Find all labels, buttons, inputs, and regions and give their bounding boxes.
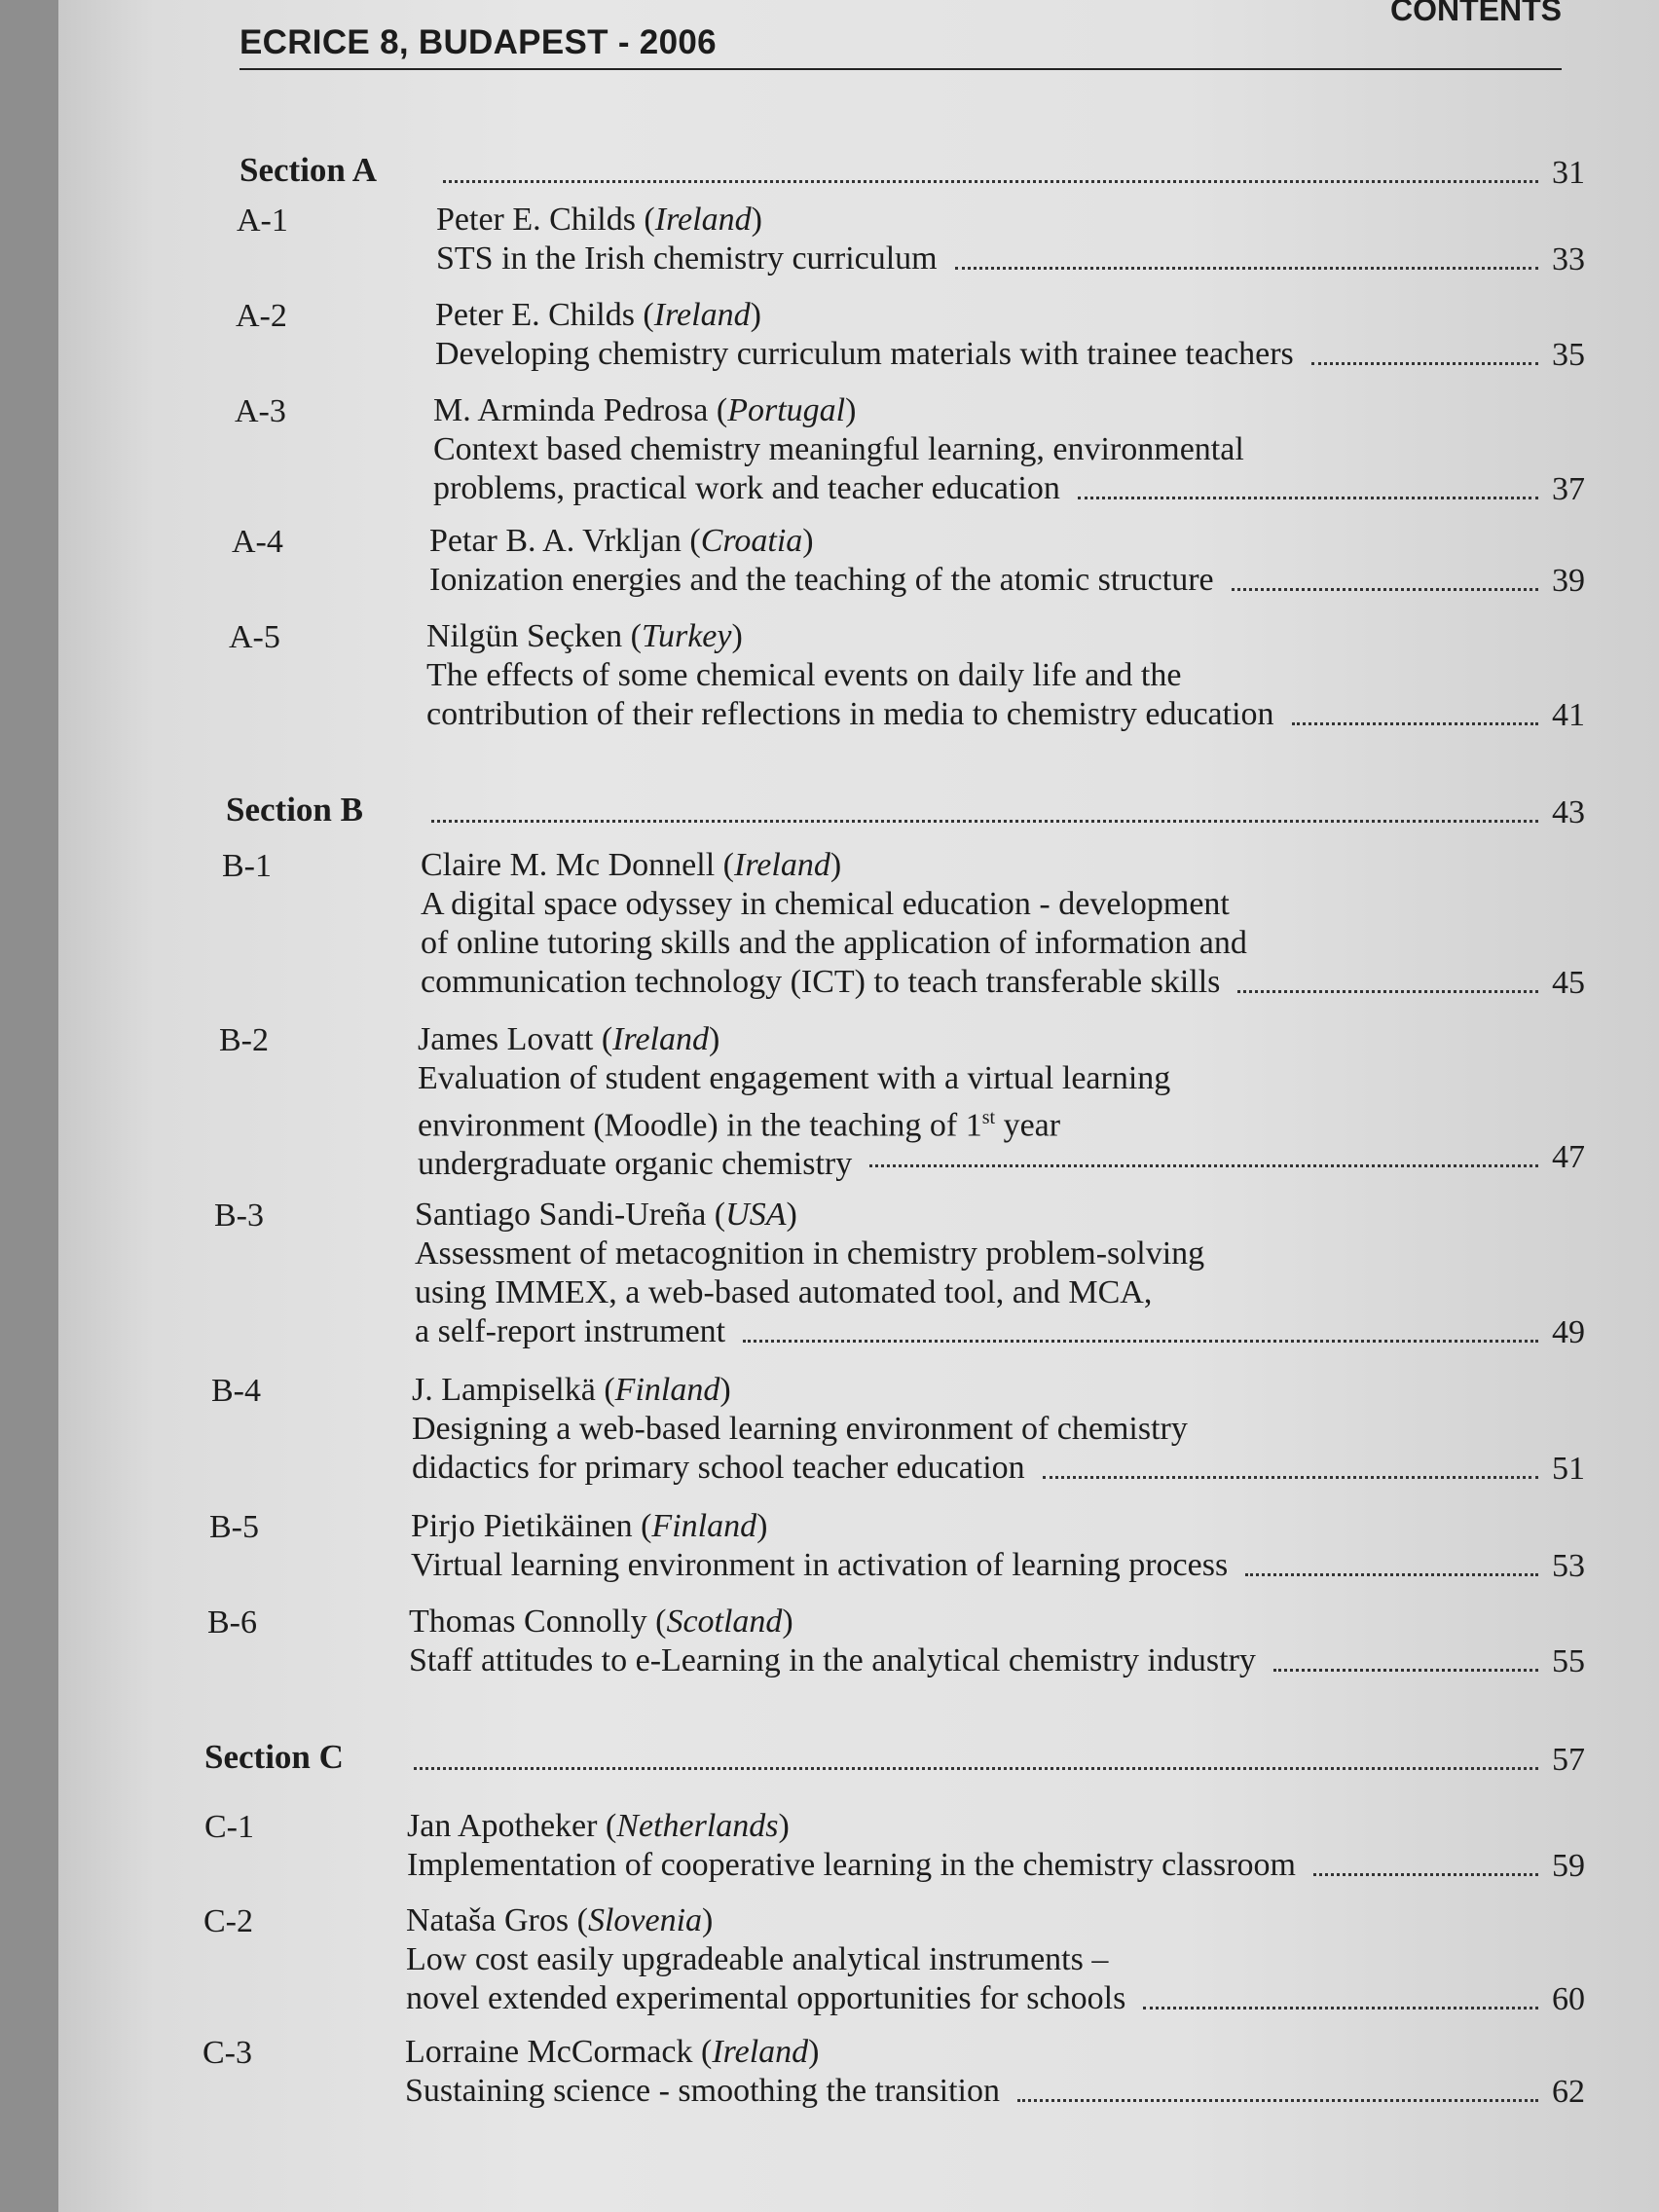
author-name: Peter E. Childs ( bbox=[435, 297, 654, 333]
paren-close: ) bbox=[778, 1808, 790, 1844]
author-name: Petar B. A. Vrkljan ( bbox=[429, 523, 701, 559]
author-country: Ireland bbox=[612, 1021, 710, 1057]
entry-code: B-5 bbox=[209, 1509, 259, 1545]
page-number: 31 bbox=[1552, 155, 1585, 191]
entry-code: C-1 bbox=[204, 1809, 254, 1845]
author-country: USA bbox=[725, 1197, 787, 1233]
toc-entry bbox=[405, 2033, 1000, 2111]
entry-author bbox=[409, 1603, 1256, 1641]
dot-leader bbox=[955, 267, 1538, 270]
toc-entry bbox=[407, 1807, 1296, 1885]
author-country: Netherlands bbox=[616, 1808, 779, 1844]
entry-author bbox=[435, 296, 1294, 335]
author-country: Finland bbox=[651, 1508, 757, 1544]
author-country: Turkey bbox=[641, 618, 732, 654]
entry-author bbox=[412, 1371, 1188, 1410]
author-country: Slovenia bbox=[587, 1902, 703, 1938]
paren-close: ) bbox=[845, 392, 857, 428]
paren-close: ) bbox=[750, 297, 761, 333]
entry-author bbox=[426, 617, 1274, 656]
header-title: ECRICE 8, BUDAPEST - 2006 bbox=[240, 23, 717, 61]
section-heading: Section C bbox=[204, 1738, 344, 1776]
entry-code: A-1 bbox=[237, 203, 288, 239]
entry-title-line: Assessment of metacognition in chemistry problem-solving bbox=[415, 1235, 1205, 1272]
author-name: Santiago Sandi-Ureña ( bbox=[415, 1197, 726, 1233]
entry-author bbox=[421, 846, 1247, 885]
entry-code: B-2 bbox=[219, 1022, 269, 1058]
entry-title-line: Developing chemistry curriculum materials with trainee teachers bbox=[435, 336, 1294, 372]
toc-entry bbox=[406, 1901, 1125, 2018]
paren-close: ) bbox=[719, 1372, 731, 1408]
paren-close: ) bbox=[731, 618, 743, 654]
page-number: 39 bbox=[1552, 563, 1585, 599]
entry-author bbox=[407, 1807, 1296, 1846]
dot-leader bbox=[431, 820, 1538, 823]
toc-entry bbox=[429, 522, 1214, 600]
toc-entry bbox=[433, 391, 1244, 508]
entry-code: A-5 bbox=[229, 619, 280, 655]
entry-title-line: using IMMEX, a web-based automated tool, and MCA, bbox=[415, 1274, 1153, 1310]
entry-title-line: Virtual learning environment in activation of learning process bbox=[411, 1547, 1229, 1583]
author-country: Ireland bbox=[734, 847, 830, 883]
dot-leader bbox=[1245, 1573, 1538, 1576]
entry-code: B-1 bbox=[222, 848, 272, 884]
paren-close: ) bbox=[808, 2034, 820, 2070]
author-name: Lorraine McCormack ( bbox=[405, 2034, 713, 2070]
page-number: 59 bbox=[1552, 1848, 1585, 1884]
entry-title-line: Staff attitudes to e-Learning in the analytical chemistry industry bbox=[409, 1642, 1256, 1678]
entry-code: B-6 bbox=[207, 1604, 257, 1641]
author-country: Scotland bbox=[666, 1604, 783, 1640]
author-name: Jan Apotheker ( bbox=[407, 1808, 617, 1844]
entry-author bbox=[415, 1196, 1204, 1235]
superscript-suffix: year bbox=[995, 1107, 1061, 1144]
author-name: Claire M. Mc Donnell ( bbox=[421, 847, 734, 883]
author-name: Peter E. Childs ( bbox=[436, 202, 655, 238]
page-edge bbox=[0, 2183, 393, 2212]
toc-entry bbox=[436, 201, 938, 278]
page-number: 35 bbox=[1552, 337, 1585, 373]
author-country: Ireland bbox=[654, 202, 752, 238]
page-number: 47 bbox=[1552, 1139, 1585, 1175]
entry-author bbox=[406, 1901, 1125, 1940]
page-number: 45 bbox=[1552, 965, 1585, 1001]
paren-close: ) bbox=[751, 202, 762, 238]
toc-entry bbox=[412, 1371, 1188, 1488]
entry-title-line: a self-report instrument bbox=[415, 1313, 726, 1349]
dot-leader bbox=[414, 1767, 1538, 1770]
toc-entry bbox=[426, 617, 1274, 734]
author-name: James Lovatt ( bbox=[418, 1021, 613, 1057]
entry-title-line: STS in the Irish chemistry curriculum bbox=[436, 240, 938, 276]
page-number: 55 bbox=[1552, 1643, 1585, 1679]
dot-leader bbox=[1017, 2099, 1538, 2102]
entry-author bbox=[433, 391, 1244, 430]
dot-leader bbox=[743, 1340, 1538, 1343]
author-name: Pirjo Pietikäinen ( bbox=[411, 1508, 652, 1544]
toc-entry bbox=[418, 1020, 1170, 1184]
toc-entry bbox=[435, 296, 1294, 374]
section-heading: Section A bbox=[240, 151, 377, 189]
dot-leader bbox=[1313, 1873, 1538, 1876]
page-number: 53 bbox=[1552, 1548, 1585, 1584]
entry-author bbox=[429, 522, 1214, 561]
entry-author bbox=[405, 2033, 1000, 2072]
paren-close: ) bbox=[830, 847, 842, 883]
entry-title-line: Implementation of cooperative learning in the chemistry classroom bbox=[407, 1847, 1296, 1883]
entry-code: B-4 bbox=[211, 1373, 261, 1409]
entry-author bbox=[418, 1020, 1170, 1059]
dot-leader bbox=[1273, 1669, 1538, 1672]
page-number: 33 bbox=[1552, 241, 1585, 277]
entry-title-line: Ionization energies and the teaching of the atomic structure bbox=[429, 562, 1214, 598]
page-number: 37 bbox=[1552, 471, 1585, 507]
author-name: J. Lampiselkä ( bbox=[412, 1372, 615, 1408]
entry-code: C-3 bbox=[203, 2035, 252, 2071]
author-country: Finland bbox=[614, 1372, 720, 1408]
entry-title-line: communication technology (ICT) to teach transferable skills bbox=[421, 964, 1221, 1000]
entry-title-line: Context based chemistry meaningful learning, environmental bbox=[433, 431, 1244, 467]
author-name: Nilgün Seçken ( bbox=[426, 618, 642, 654]
section-heading: Section B bbox=[226, 791, 363, 829]
entry-title-line: environment (Moodle) in the teaching of 1st year bbox=[418, 1107, 1061, 1144]
paren-close: ) bbox=[802, 523, 814, 559]
entry-code: B-3 bbox=[214, 1198, 264, 1234]
author-name: Thomas Connolly ( bbox=[409, 1604, 667, 1640]
entry-title-line: problems, practical work and teacher education bbox=[433, 470, 1060, 506]
dot-leader bbox=[1292, 722, 1538, 725]
superscript: st bbox=[981, 1107, 996, 1128]
header-contents-label: CONTENTS bbox=[1390, 0, 1562, 27]
page-number: 57 bbox=[1552, 1742, 1585, 1778]
toc-entry bbox=[421, 846, 1247, 1002]
entry-code: A-4 bbox=[232, 524, 283, 560]
entry-title-line: undergraduate organic chemistry bbox=[418, 1146, 853, 1183]
entry-title-line: novel extended experimental opportunities for schools bbox=[406, 1980, 1126, 2016]
author-name: Nataša Gros ( bbox=[406, 1902, 588, 1938]
dot-leader bbox=[1237, 990, 1538, 993]
author-country: Ireland bbox=[653, 297, 751, 333]
paren-close: ) bbox=[782, 1604, 793, 1640]
page-number: 51 bbox=[1552, 1451, 1585, 1487]
book-page bbox=[58, 0, 1659, 2212]
paren-close: ) bbox=[786, 1197, 797, 1233]
dot-leader bbox=[1311, 362, 1538, 365]
entry-title-line: Evaluation of student engagement with a virtual learning bbox=[418, 1060, 1171, 1096]
page-number: 41 bbox=[1552, 697, 1585, 733]
entry-title-line: didactics for primary school teacher education bbox=[412, 1450, 1025, 1486]
entry-code: C-2 bbox=[203, 1903, 253, 1939]
entry-title-line: of online tutoring skills and the application of information and bbox=[421, 925, 1247, 961]
paren-close: ) bbox=[756, 1508, 768, 1544]
paren-close: ) bbox=[709, 1021, 720, 1057]
dot-leader bbox=[443, 180, 1538, 183]
entry-title-line: Sustaining science - smoothing the transition bbox=[405, 2073, 1000, 2109]
author-country: Ireland bbox=[712, 2034, 809, 2070]
table-of-contents bbox=[58, 0, 1659, 2212]
page-number: 43 bbox=[1552, 794, 1585, 830]
entry-title-line: Low cost easily upgradeable analytical instruments – bbox=[406, 1941, 1109, 1977]
paren-close: ) bbox=[702, 1902, 714, 1938]
page-number: 49 bbox=[1552, 1314, 1585, 1350]
toc-entry bbox=[409, 1603, 1256, 1680]
dot-leader bbox=[1143, 2007, 1538, 2009]
entry-title-line: Designing a web-based learning environment of chemistry bbox=[412, 1411, 1188, 1447]
author-country: Portugal bbox=[727, 392, 846, 428]
toc-entry bbox=[415, 1196, 1204, 1351]
author-country: Croatia bbox=[700, 523, 803, 559]
entry-author bbox=[436, 201, 938, 240]
entry-title-line: The effects of some chemical events on daily life and the bbox=[426, 657, 1182, 693]
dot-leader bbox=[869, 1164, 1538, 1167]
entry-code: A-2 bbox=[236, 298, 287, 334]
dot-leader bbox=[1232, 588, 1538, 591]
page-number: 62 bbox=[1552, 2074, 1585, 2110]
page-number: 60 bbox=[1552, 1981, 1585, 2017]
author-name: M. Arminda Pedrosa ( bbox=[433, 392, 728, 428]
entry-author bbox=[411, 1507, 1228, 1546]
entry-title-line: A digital space odyssey in chemical education - development bbox=[421, 886, 1230, 922]
toc-entry bbox=[411, 1507, 1228, 1585]
dot-leader bbox=[1043, 1476, 1538, 1479]
entry-code: A-3 bbox=[235, 393, 286, 429]
entry-title-line: contribution of their reflections in media to chemistry education bbox=[426, 696, 1274, 732]
dot-leader bbox=[1078, 497, 1538, 499]
